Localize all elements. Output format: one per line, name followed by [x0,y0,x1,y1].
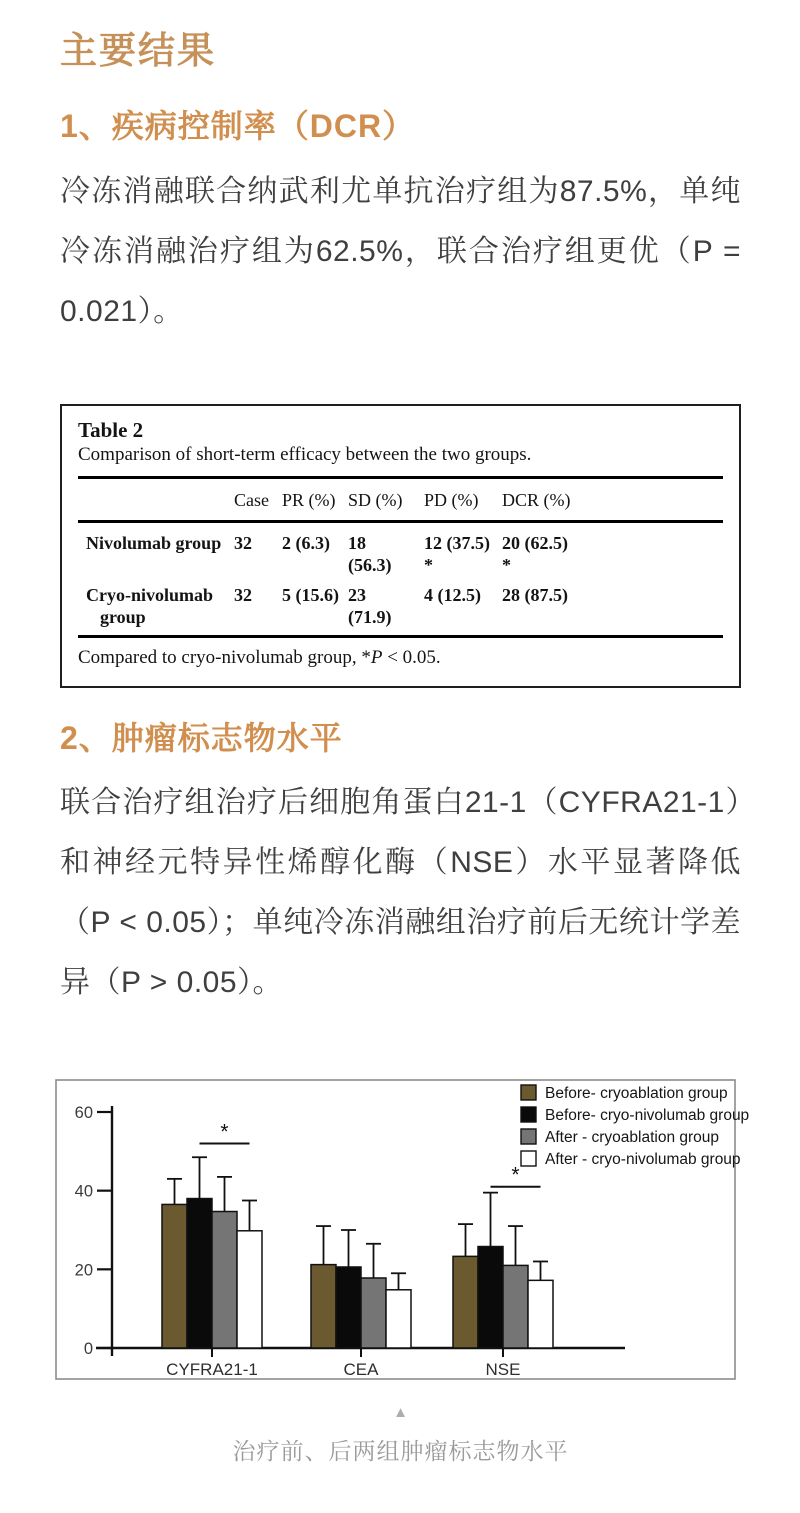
table2-figure [60,404,741,688]
cell-pd: 4 (12.5) [424,584,481,605]
section1-body: 冷冻消融联合纳武利尤单抗治疗组为87.5%，单纯冷冻消融治疗组为62.5%，联合治疗组更优（P = 0.021）。 [60,174,741,328]
x-tick-label: CEA [343,1360,379,1380]
legend-label: After - cryoablation group [545,1129,720,1147]
cell-sd: 23 (71.9) [348,584,392,627]
bar [162,1205,187,1349]
legend-label: Before- cryo-nivolumab group [545,1107,750,1125]
bar [503,1266,528,1349]
bar [453,1257,478,1349]
col-header-empty [78,479,234,522]
cell-pr: 2 (6.3) [282,532,330,553]
bar-chart-svg [55,1079,800,1383]
bar [336,1267,361,1348]
efficacy-table [78,479,723,635]
table-footnote: Compared to cryo-nivolumab group, *P < 0.05. [78,635,723,676]
row-label: Cryo-nivolumab group [86,584,214,627]
significance-star: * [220,1120,229,1144]
bar [237,1231,262,1348]
col-header-pd: PD (%) [424,479,502,522]
legend-swatch [521,1085,536,1100]
table-header-row [78,479,723,522]
figure-caption: 治疗前、后两组肿瘤标志物水平 [232,1438,569,1465]
legend-swatch [521,1107,536,1122]
col-header-pr: PR (%) [282,479,348,522]
x-tick-label: CYFRA21-1 [166,1360,258,1380]
row-label: Nivolumab group [86,532,222,553]
col-header-sd: SD (%) [348,479,424,522]
main-title: 主要结果 [60,31,216,72]
section1-heading: 1、疾病控制率（DCR） [60,108,416,145]
y-tick-label: 60 [74,1104,93,1123]
caption-arrow-icon: ▲ [393,1404,408,1422]
bar [361,1278,386,1348]
table-row [78,521,723,579]
cell-dcr: 20 (62.5) * [502,532,568,575]
bar [478,1247,503,1348]
y-tick-label: 0 [83,1340,93,1359]
section2-body: 联合治疗组治疗后细胞角蛋白21-1（CYFRA21-1）和神经元特异性烯醇化酶（NSE）水平显著降低（P < 0.05）；单纯冷冻消融组治疗前后无统计学差异（P > 0.05）。 [60,786,741,1000]
legend-label: After - cryo-nivolumab group [545,1151,741,1169]
bar [212,1212,237,1348]
bar [311,1265,336,1348]
tumor-marker-chart [55,1079,750,1383]
bar [187,1199,212,1348]
cell-pd: 12 (37.5) * [424,532,490,575]
significance-star: * [511,1164,520,1188]
cell-case: 32 [234,532,252,553]
legend-label: Before- cryoablation group [545,1085,728,1103]
table-subtitle: Comparison of short-term efficacy between the two groups. [78,443,723,479]
col-header-dcr: DCR (%) [502,479,723,522]
bar [528,1281,553,1349]
cell-dcr: 28 (87.5) [502,584,568,605]
col-header-case: Case [234,479,282,522]
legend-swatch [521,1151,536,1166]
cell-sd: 18 (56.3) [348,532,392,575]
cell-pr: 5 (15.6) [282,584,339,605]
cell-case: 32 [234,584,252,605]
bar [386,1290,411,1348]
table-row [78,579,723,635]
y-tick-label: 40 [74,1182,93,1201]
section2-heading: 2、肿瘤标志物水平 [60,719,343,756]
x-tick-label: NSE [485,1360,521,1380]
legend-swatch [521,1129,536,1144]
y-tick-label: 20 [74,1261,93,1280]
table-title: Table 2 [78,417,144,442]
